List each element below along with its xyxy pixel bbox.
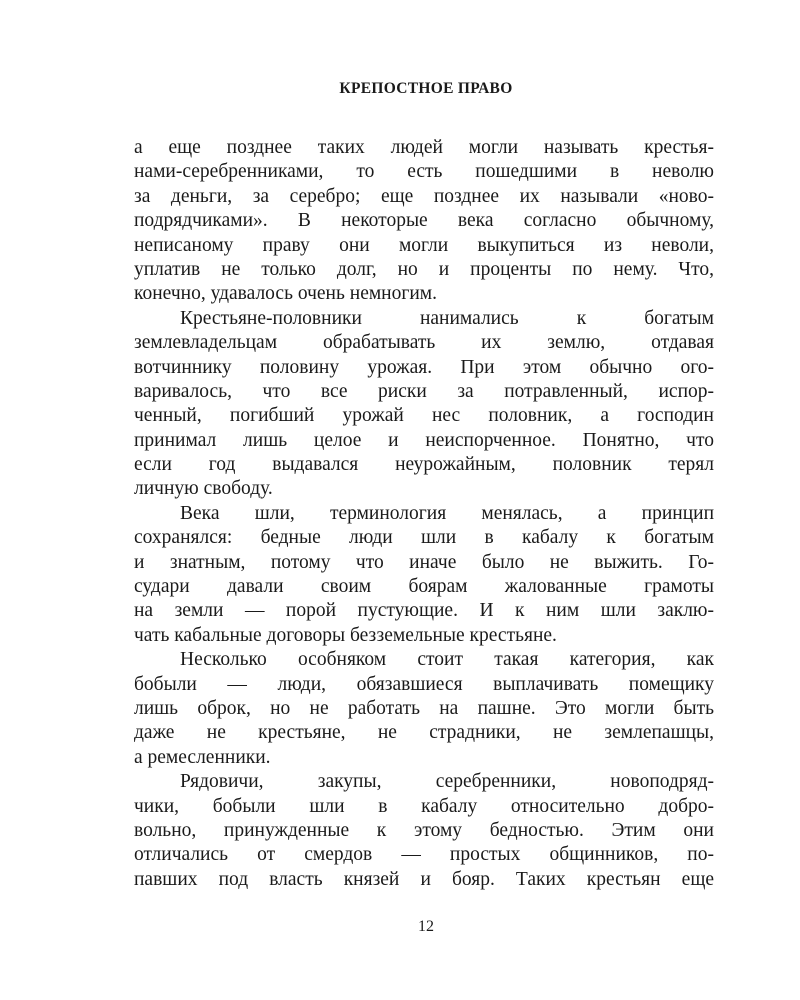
text-line: Крестьяне-половники нанимались к богатым — [180, 307, 714, 329]
page-number: 12 — [418, 918, 434, 935]
text-line: если год выдавался неурожайным, половник терял — [134, 454, 714, 476]
text-line: неписаному праву они могли выкупиться из неволи, — [134, 234, 714, 256]
paragraph-1 — [134, 136, 714, 307]
text-line: личную свободу. — [134, 478, 273, 500]
text-line: ченный, погибший урожай нес половник, а господин — [134, 405, 714, 427]
text-line: лишь оброк, но не работать на пашне. Это могли быть — [134, 697, 714, 719]
text-line: Рядовичи, закупы, серебренники, новоподряд- — [180, 771, 714, 793]
text-line: принимал лишь целое и неиспорченное. Понятно, что — [134, 429, 714, 451]
text-line: землевладельцам обрабатывать их землю, отдавая — [134, 332, 714, 354]
paragraph-5 — [134, 770, 714, 892]
text-line: судари давали своим боярам жалованные грамоты — [134, 576, 714, 598]
text-line: и знатным, потому что иначе было не выжить. Го- — [134, 551, 714, 573]
text-line: уплатив не только долг, но и проценты по нему. Что, — [134, 258, 714, 280]
text-line: подрядчиками». В некоторые века согласно обычному, — [134, 210, 714, 232]
text-line: отличались от смердов — простых общинников, по- — [134, 844, 714, 866]
body-text — [134, 136, 714, 892]
text-line: Несколько особняком стоит такая категория, как — [180, 649, 714, 671]
text-line: а ремесленники. — [134, 746, 271, 768]
text-line: за деньги, за серебро; еще позднее их называли «ново- — [134, 185, 714, 207]
text-line: даже не крестьяне, не страдники, не землепашцы, — [134, 722, 714, 744]
text-line: варивалось, что все риски за потравленный, испор- — [134, 380, 714, 402]
text-line: Века шли, терминология менялась, а принцип — [180, 502, 714, 524]
paragraph-2 — [134, 307, 714, 502]
text-line: сохранялся: бедные люди шли в кабалу к богатым — [134, 527, 714, 549]
text-line: на земли — порой пустующие. И к ним шли заклю- — [134, 600, 714, 622]
text-line: вотчиннику половину урожая. При этом обычно ого- — [134, 356, 714, 378]
text-line: конечно, удавалось очень немногим. — [134, 283, 438, 305]
text-line: чать кабальные договоры безземельные крестьяне. — [134, 624, 557, 646]
running-title: КРЕПОСТНОЕ ПРАВО — [339, 80, 513, 97]
text-line: а еще позднее таких людей могли называть крестья- — [134, 137, 714, 158]
text-line: нами-серебренниками, то есть пошедшими в неволю — [134, 161, 714, 183]
paragraph-3 — [134, 502, 714, 648]
text-line: чики, бобыли шли в кабалу относительно добро- — [134, 795, 714, 817]
text-line: вольно, принужденные к этому бедностью. Этим они — [134, 819, 714, 841]
text-line: павших под власть князей и бояр. Таких крестьян еще — [134, 868, 714, 890]
text-line: бобыли — люди, обязавшиеся выплачивать помещику — [134, 673, 714, 695]
paragraph-4 — [134, 648, 714, 770]
